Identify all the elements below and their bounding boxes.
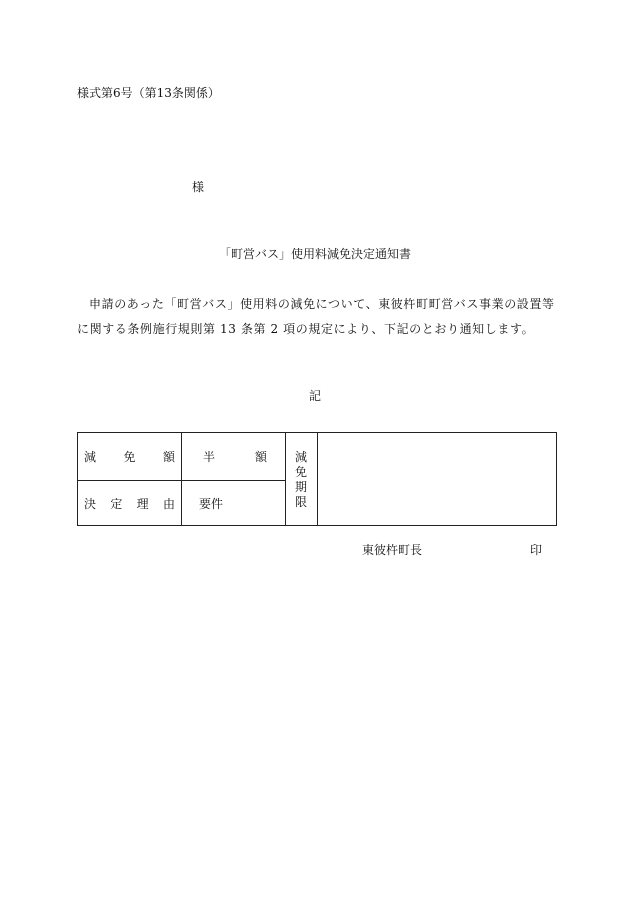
- decision-reason-label: [78, 480, 181, 526]
- value-char: 額: [254, 450, 267, 464]
- value-char: 半: [203, 450, 216, 464]
- label-char: 決: [84, 496, 97, 511]
- addressee-suffix: 様: [192, 180, 205, 194]
- label-char: 理: [136, 496, 149, 511]
- detail-table: [77, 432, 557, 526]
- seal-mark: 印: [530, 543, 543, 557]
- reduction-period-label: [285, 433, 317, 526]
- reduction-amount-label: [78, 433, 181, 480]
- label-char: 由: [162, 496, 175, 511]
- label-char: 定: [110, 496, 123, 511]
- label-char: 額: [162, 450, 175, 464]
- label-char: 減: [84, 450, 97, 464]
- label-char: 減: [294, 449, 307, 464]
- decision-reason-value: 要件: [199, 496, 224, 511]
- reduction-amount-value: [181, 433, 285, 480]
- document-title: 「町営バス」使用料減免決定通知書: [218, 247, 411, 261]
- label-char: 免: [123, 450, 136, 464]
- body-paragraph: 申請のあった「町営バス」使用料の減免について、東彼杵町町営バス事業の設置等に関する条例施行規則第 13 条第 2 項の規定により、下記のとおり通知します。: [77, 297, 555, 336]
- reduction-period-value: [317, 433, 556, 526]
- label-char: 免: [294, 464, 307, 479]
- label-char: 期: [294, 479, 307, 494]
- label-char: 限: [294, 494, 307, 509]
- issuer-title: 東彼杵町長: [362, 543, 423, 557]
- form-number: 様式第6号（第13条関係）: [77, 86, 220, 100]
- ki-heading: 記: [308, 389, 321, 403]
